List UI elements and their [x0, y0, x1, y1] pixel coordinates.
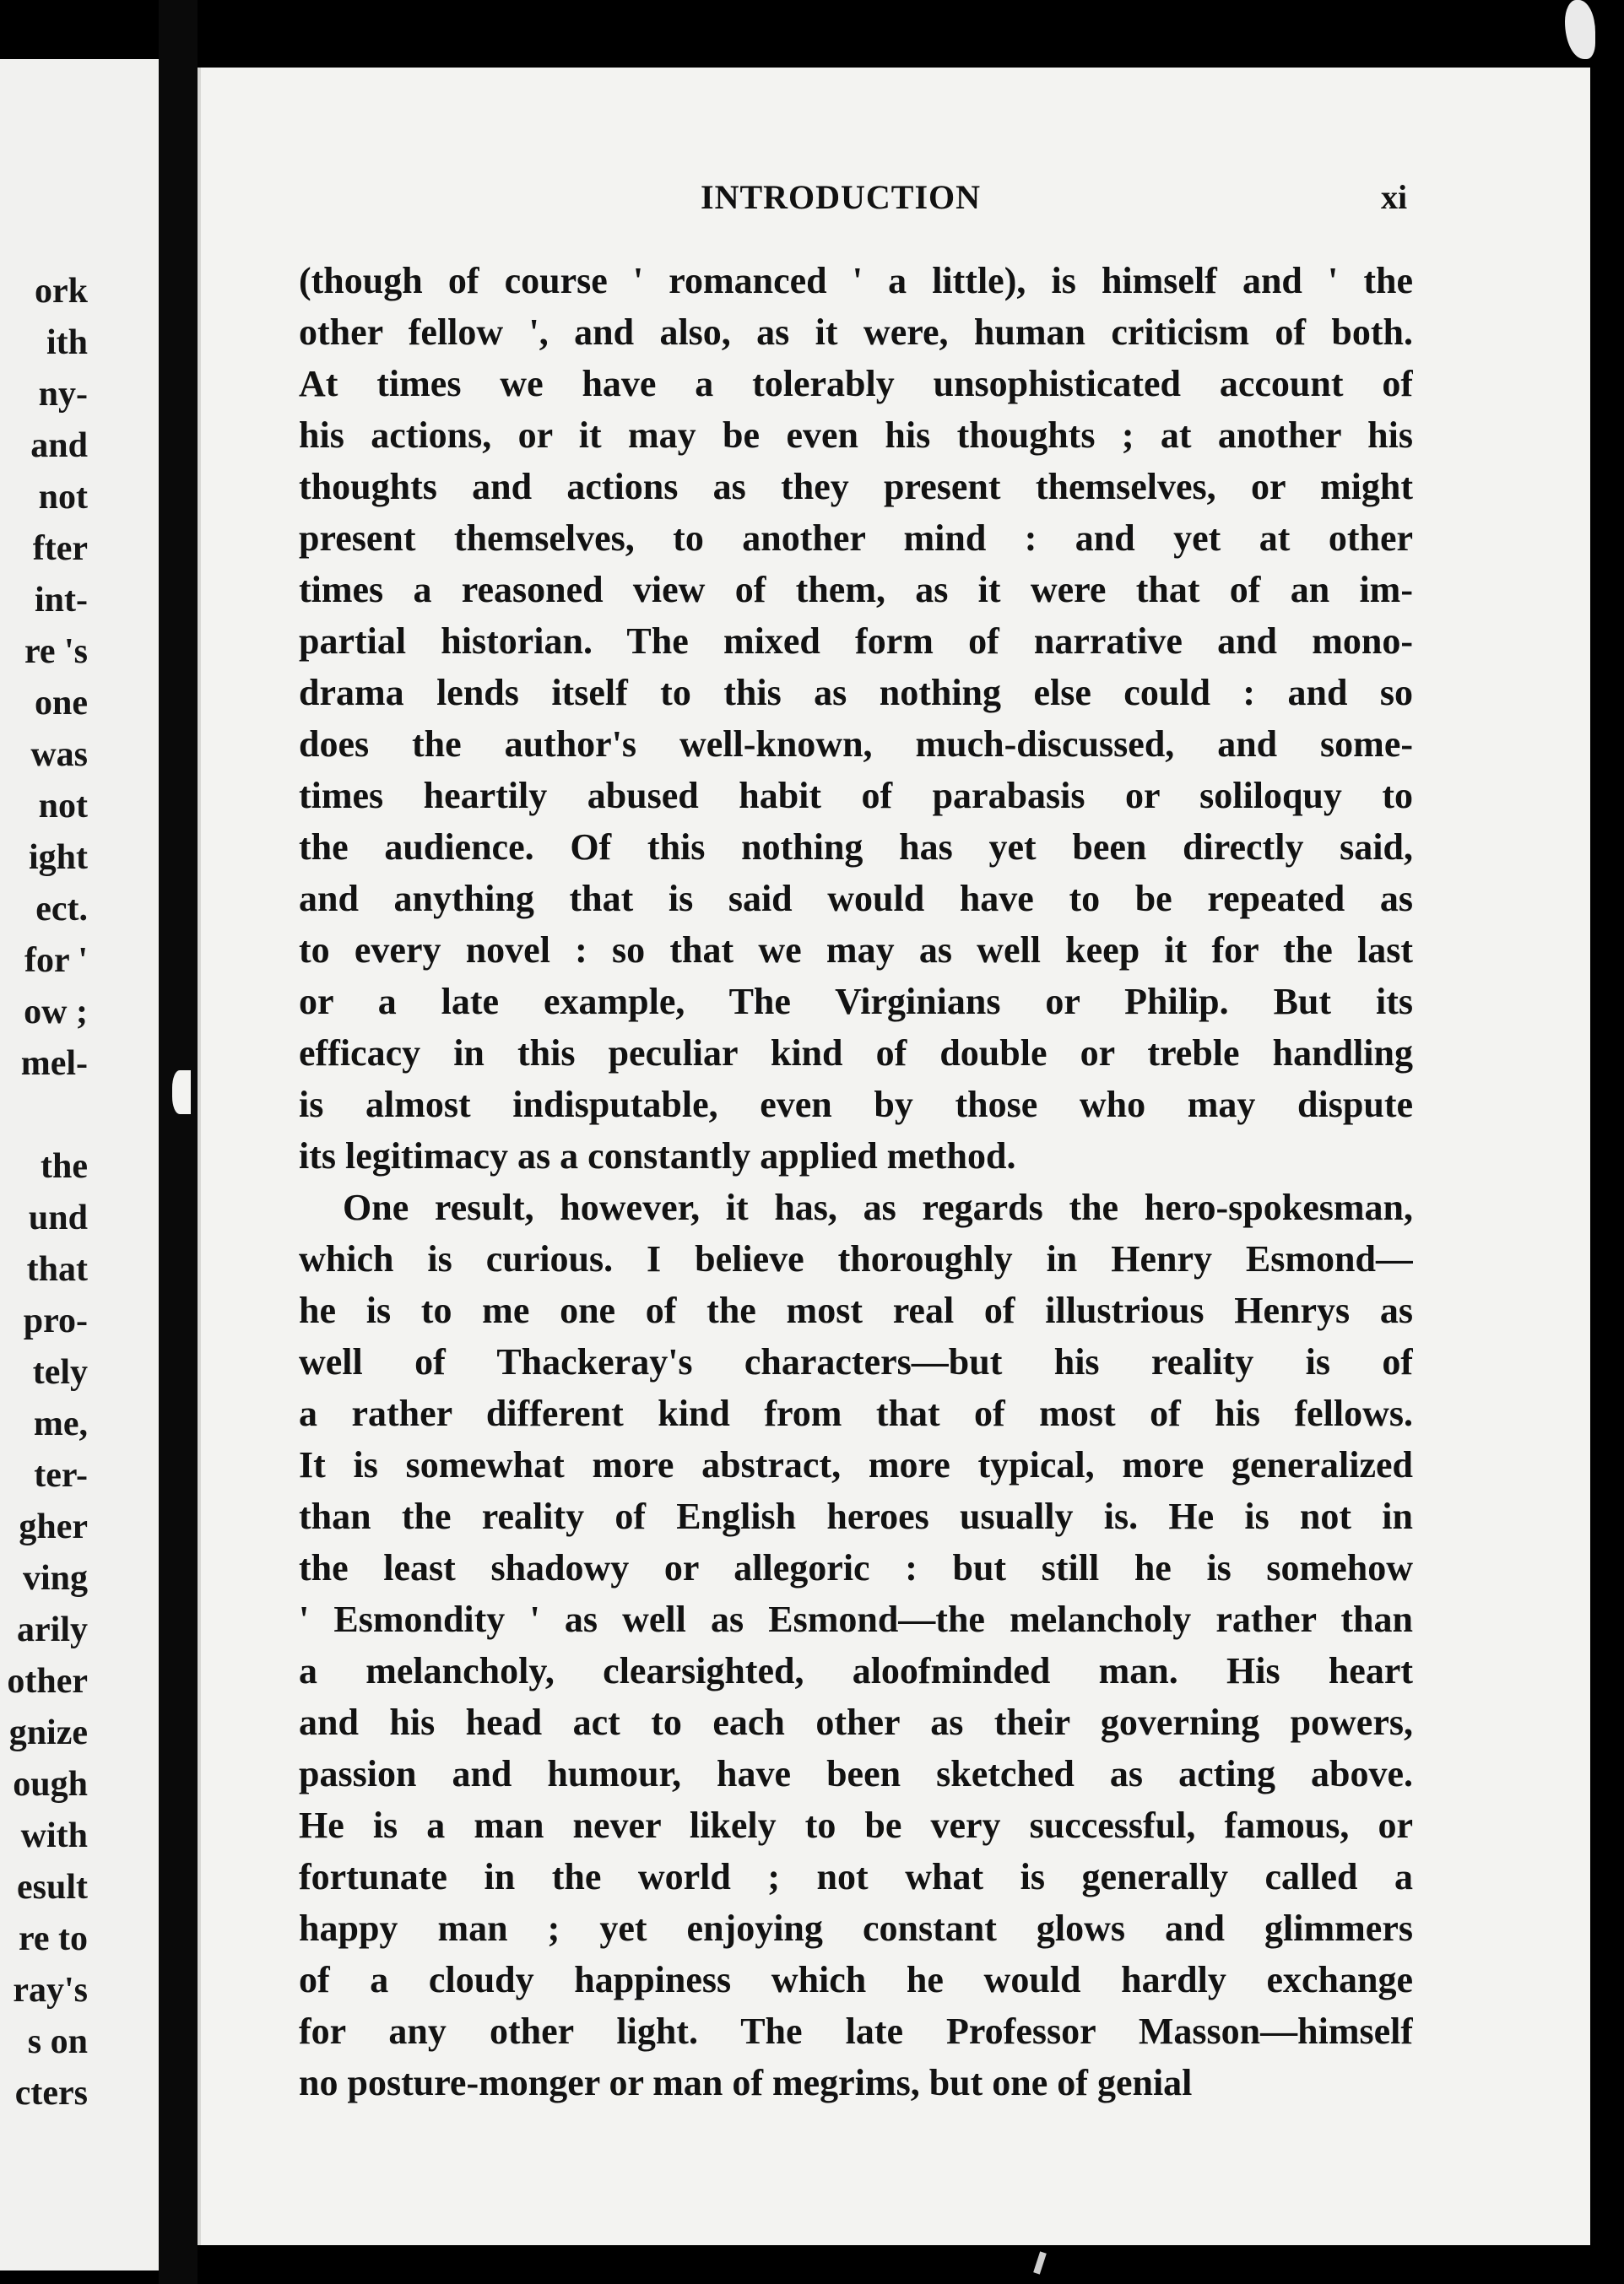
text-line: times a reasoned view of them, as it were that of an im-: [299, 569, 1413, 610]
text-line: no posture-monger or man of megrims, but one of genial: [299, 2062, 1193, 2103]
scan-speck-mark: [1565, 0, 1595, 59]
left-page-line: gher: [19, 1507, 88, 1546]
left-page-line: s on: [27, 2022, 88, 2061]
text-line: the least shadowy or allegoric : but still he is somehow: [299, 1547, 1413, 1589]
left-page-line: ight: [28, 838, 88, 877]
left-page-line: pro-: [23, 1302, 88, 1340]
text-line: One result, however, it has, as regards the hero-spokesman,: [343, 1187, 1413, 1228]
left-page-line: gnize: [8, 1713, 88, 1752]
text-line: fortunate in the world ; not what is generally called a: [299, 1856, 1413, 1897]
text-line: his actions, or it may be even his thoughts ; at another his: [299, 414, 1413, 456]
text-line: does the author's well-known, much-discussed, and some-: [299, 723, 1413, 765]
text-line: its legitimacy as a constantly applied method.: [299, 1135, 1016, 1177]
text-line: thoughts and actions as they present themselves, or might: [299, 466, 1413, 507]
left-page-line: ow ;: [24, 993, 88, 1031]
left-page-line: not: [38, 787, 88, 825]
text-line: a rather different kind from that of most of his fellows.: [299, 1393, 1413, 1434]
text-line: times heartily abused habit of parabasis or soliloquy to: [299, 775, 1413, 816]
left-page-line: ith: [46, 323, 88, 362]
left-page-line: the: [41, 1147, 88, 1186]
scan-speck-mark: [1033, 2251, 1047, 2274]
left-page-line: for ': [24, 941, 88, 980]
left-page-line: und: [28, 1199, 88, 1237]
left-page-line: ny-: [38, 375, 88, 414]
text-line: At times we have a tolerably unsophisticated account of: [299, 363, 1413, 404]
text-line: of a cloudy happiness which he would hardly exchange: [299, 1959, 1413, 2000]
left-page-line: with: [20, 1816, 88, 1855]
left-page-line: that: [26, 1250, 88, 1289]
left-page-line: other: [7, 1662, 88, 1701]
text-line: is almost indisputable, even by those who may dispute: [299, 1084, 1413, 1125]
text-line: to every novel : so that we may as well keep it for the last: [299, 929, 1413, 971]
text-line: passion and humour, have been sketched as acting above.: [299, 1753, 1413, 1794]
left-page-line: mel-: [20, 1044, 88, 1083]
text-line: He is a man never likely to be very successful, famous, or: [299, 1805, 1413, 1846]
running-head: INTRODUCTION: [701, 178, 982, 216]
left-page-line: and: [30, 426, 88, 465]
left-page-line: tely: [32, 1353, 88, 1392]
text-line: (though of course ' romanced ' a little), is himself and ' the: [299, 260, 1413, 301]
left-page-line: one: [35, 684, 88, 723]
text-line: than the reality of English heroes usually is. He is not in: [299, 1496, 1413, 1537]
text-line: present themselves, to another mind : and yet at other: [299, 517, 1413, 559]
text-line: efficacy in this peculiar kind of double or treble handling: [299, 1032, 1413, 1074]
left-page-line: me,: [33, 1404, 88, 1443]
book-page: [198, 68, 1590, 2245]
text-line: the audience. Of this nothing has yet been directly said,: [299, 826, 1413, 868]
left-page-line: re 's: [24, 632, 88, 671]
left-page-line: cters: [14, 2074, 88, 2113]
left-page-line: ect.: [35, 890, 88, 928]
text-line: he is to me one of the most real of illustrious Henrys as: [299, 1290, 1413, 1331]
text-line: ' Esmondity ' as well as Esmond—the melancholy rather than: [299, 1599, 1413, 1640]
left-page-line: int-: [35, 581, 88, 620]
text-line: or a late example, The Virginians or Philip. But its: [299, 981, 1413, 1022]
left-page-line: ray's: [13, 1971, 88, 2010]
left-page-line: was: [30, 735, 88, 774]
text-line: a melancholy, clearsighted, aloofminded man. His heart: [299, 1650, 1413, 1691]
left-page-line: re to: [18, 1919, 88, 1958]
text-line: well of Thackeray's characters—but his reality is of: [299, 1341, 1413, 1383]
page-number: xi: [1381, 178, 1408, 216]
text-line: and anything that is said would have to be repeated as: [299, 878, 1413, 919]
text-line: which is curious. I believe thoroughly in Henry Esmond—: [299, 1238, 1413, 1280]
left-page-line: ving: [22, 1559, 88, 1598]
text-line: other fellow ', and also, as it were, human criticism of both.: [299, 311, 1413, 353]
left-page-line: not: [38, 478, 88, 517]
text-line: and his head act to each other as their governing powers,: [299, 1702, 1413, 1743]
text-line: It is somewhat more abstract, more typical, more generalized: [299, 1444, 1413, 1486]
text-line: partial historian. The mixed form of narrative and mono-: [299, 620, 1413, 662]
left-page-line: ough: [13, 1765, 88, 1804]
text-line: for any other light. The late Professor Masson—himself: [299, 2011, 1413, 2052]
left-page-line: ork: [35, 272, 88, 311]
left-page-line: esult: [17, 1868, 88, 1907]
body-text: [299, 255, 1413, 2108]
left-page-line: arily: [17, 1610, 88, 1649]
text-line: happy man ; yet enjoying constant glows and glimmers: [299, 1908, 1413, 1949]
page-header: [198, 177, 1590, 228]
left-page-fragment: [0, 59, 160, 2270]
page-edge-notch: [172, 1070, 191, 1114]
page-gutter: [159, 0, 198, 2284]
text-line: drama lends itself to this as nothing else could : and so: [299, 672, 1413, 713]
left-page-line: fter: [32, 529, 88, 568]
left-page-line: ter-: [34, 1456, 88, 1495]
